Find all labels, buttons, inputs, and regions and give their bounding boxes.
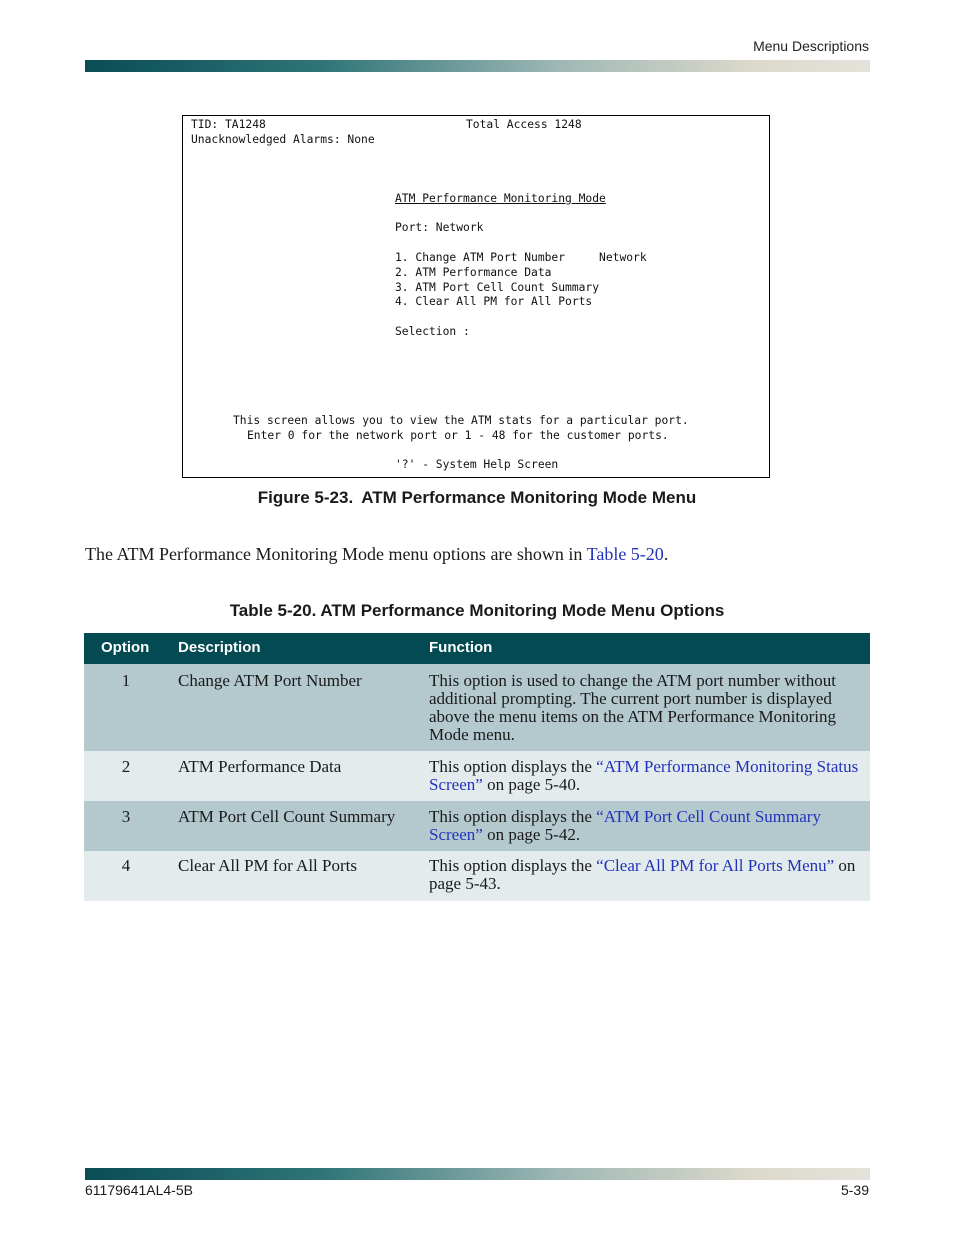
terminal-menu-item-1[interactable]: 1. Change ATM Port Number Network	[395, 251, 647, 264]
terminal-screen	[182, 115, 770, 478]
cell-option: 4	[121, 856, 131, 875]
terminal-tid: TID: TA1248	[191, 118, 266, 131]
cell-function	[429, 857, 864, 893]
paragraph-text: The ATM Performance Monitoring Mode menu options are shown in	[85, 544, 587, 564]
header-function: Function	[429, 639, 493, 656]
table-title-text: ATM Performance Monitoring Mode Menu Options	[320, 601, 725, 620]
terminal-alarms: Unacknowledged Alarms: None	[191, 133, 375, 146]
terminal-menu-item-2[interactable]: 2. ATM Performance Data	[395, 266, 552, 279]
table-reference-link[interactable]: Table 5-20	[586, 544, 664, 564]
terminal-system-name: Total Access 1248	[466, 118, 582, 131]
function-text: This option displays the	[429, 757, 597, 776]
body-paragraph	[85, 544, 668, 565]
table-row	[84, 801, 870, 851]
page-number: 5-39	[840, 1182, 869, 1198]
terminal-help-line-1: This screen allows you to view the ATM stats for a particular port.	[233, 414, 689, 427]
cell-description: ATM Performance Data	[178, 757, 342, 776]
cell-description: Clear All PM for All Ports	[178, 856, 357, 875]
function-page-ref: on page 5-40.	[482, 775, 581, 794]
status-screen-link[interactable]: “ATM Performance Monitoring Status Screen”	[429, 757, 859, 794]
figure-title: ATM Performance Monitoring Mode Menu	[361, 488, 697, 507]
function-page-ref: on page 5-43.	[429, 856, 856, 893]
footer-rule	[85, 1168, 870, 1180]
figure-number: Figure 5-23.	[257, 488, 354, 507]
cell-option: 3	[121, 807, 131, 826]
function-page-ref: on page 5-42.	[482, 825, 581, 844]
figure-caption	[0, 488, 954, 508]
terminal-menu-item-3[interactable]: 3. ATM Port Cell Count Summary	[395, 281, 600, 294]
function-text: This option displays the	[429, 807, 597, 826]
paragraph-end: .	[663, 544, 669, 564]
table-number: Table 5-20.	[229, 601, 317, 620]
terminal-help-line-2: Enter 0 for the network port or 1 - 48 for the customer ports.	[247, 429, 669, 442]
header-rule	[85, 60, 870, 72]
cell-description: Change ATM Port Number	[178, 671, 362, 690]
terminal-menu-title: ATM Performance Monitoring Mode	[395, 192, 606, 205]
table-title	[0, 601, 954, 621]
options-table	[84, 633, 870, 901]
terminal-port: Port: Network	[395, 221, 484, 234]
document-number: 61179641AL4-5B	[85, 1182, 193, 1198]
terminal-selection-prompt[interactable]: Selection :	[395, 325, 470, 338]
cell-function	[429, 758, 864, 794]
cell-option: 1	[121, 671, 131, 690]
clear-pm-menu-link[interactable]: “Clear All PM for All Ports Menu”	[596, 856, 835, 875]
cell-description: ATM Port Cell Count Summary	[178, 807, 396, 826]
table-row	[84, 851, 870, 901]
terminal-menu-item-4[interactable]: 4. Clear All PM for All Ports	[395, 295, 593, 308]
cell-function: This option is used to change the ATM port number without additional prompting. The current port number is displayed above the menu items on the ATM Performance Monitoring Mode menu.	[429, 671, 837, 744]
table-header-row	[84, 633, 870, 664]
table-row	[84, 751, 870, 801]
function-text: This option displays the	[429, 856, 597, 875]
header-option: Option	[101, 639, 150, 656]
table-row	[84, 664, 870, 751]
cell-count-summary-link[interactable]: “ATM Port Cell Count Summary Screen”	[429, 807, 821, 844]
terminal-help-line-3: '?' - System Help Screen	[395, 458, 559, 471]
header-description: Description	[178, 639, 261, 656]
cell-function	[429, 808, 864, 844]
cell-option: 2	[121, 757, 131, 776]
running-header: Menu Descriptions	[753, 38, 869, 54]
